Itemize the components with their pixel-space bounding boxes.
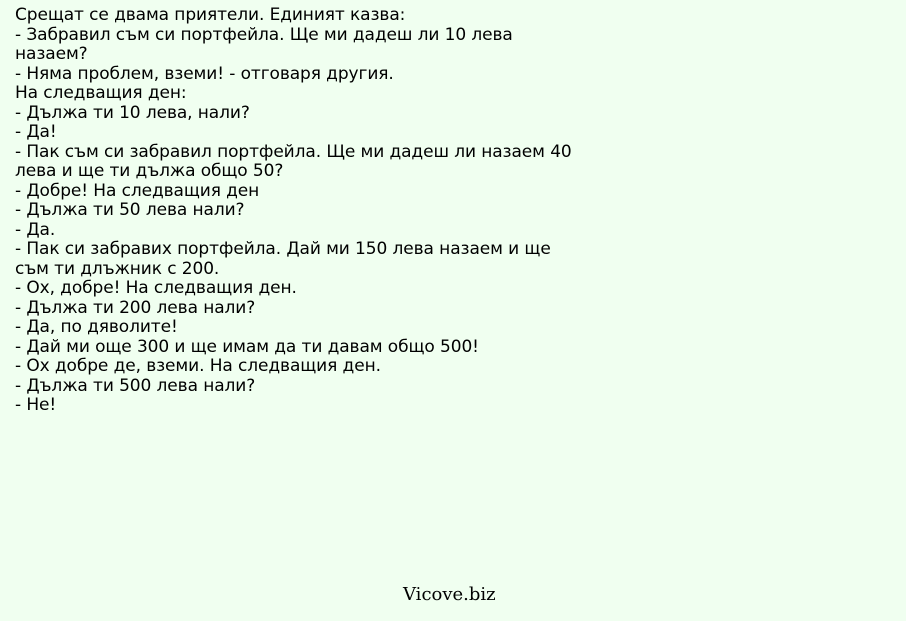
joke-line: - Не!: [15, 395, 57, 415]
joke-line: - Дължа ти 200 лева нали?: [15, 297, 256, 318]
joke-line: - Няма проблем, вземи! - отговаря другия.: [15, 63, 394, 84]
joke-line: - Да!: [15, 122, 57, 142]
joke-line: - Забравил съм си портфейла. Ще ми дадеш ли 10 лева назаем?: [15, 24, 513, 64]
joke-line: - Ох добре де, вземи. На следващия ден.: [15, 356, 381, 376]
joke-line: - Да.: [15, 219, 56, 240]
joke-line: Срещат се двама приятели. Единият казва:: [15, 5, 406, 25]
joke-line: - Да, по дяволите!: [15, 317, 178, 337]
joke-line: - Дължа ти 500 лева нали?: [15, 375, 256, 396]
joke-line: - Дължа ти 10 лева, нали?: [15, 102, 250, 123]
joke-line: На следващия ден:: [15, 83, 187, 103]
joke-line: - Пак си забравих портфейла. Дай ми 150 лева назаем и ще съм ти длъжник с 200.: [15, 239, 551, 279]
joke-text: [15, 6, 575, 416]
joke-line: - Дай ми още 300 и ще имам да ти давам общо 500!: [15, 336, 479, 357]
joke-line: - Ох, добре! На следващия ден.: [15, 278, 297, 298]
joke-line: - Пак съм си забравил портфейла. Ще ми дадеш ли назаем 40 лева и ще ти дължа общо 50?: [15, 141, 572, 181]
site-watermark: Vicove.biz: [403, 584, 496, 605]
joke-line: - Дължа ти 50 лева нали?: [15, 200, 245, 220]
joke-line: - Добре! На следващия ден: [15, 180, 260, 201]
